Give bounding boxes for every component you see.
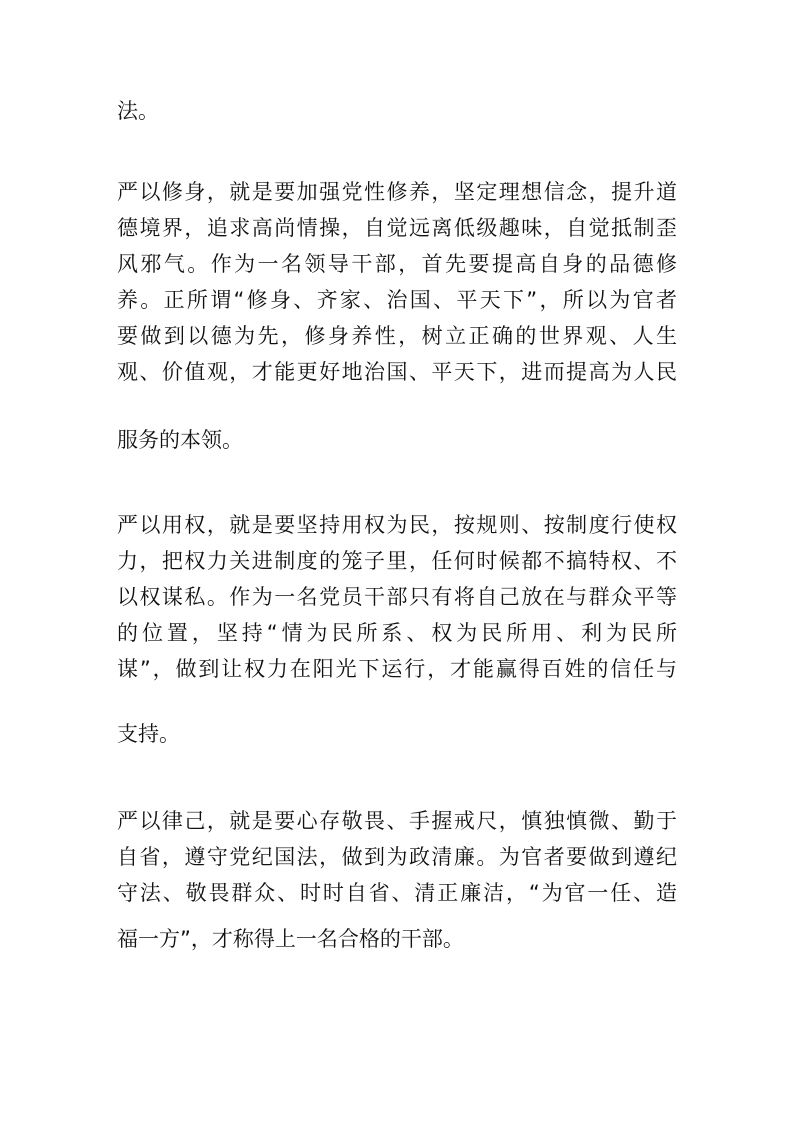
paragraph-line: 谋”，做到让权力在阳光下运行，才能赢得百姓的信任与 xyxy=(117,657,677,681)
paragraph-line: 风邪气。作为一名领导干部，首先要提高自身的品德修 xyxy=(117,252,677,276)
paragraph-line: 严以修身，就是要加强党性修养，坚定理想信念，提升道 xyxy=(117,180,677,204)
paragraph-line: 法。 xyxy=(117,99,159,123)
paragraph-line: 守法、敬畏群众、时时自省、清正廉洁，“为官一任、造 xyxy=(117,881,677,905)
paragraph-line: 自省，遵守党纪国法，做到为政清廉。为官者要做到遵纪 xyxy=(117,845,677,869)
paragraph-line: 的位置，坚持“情为民所系、权为民所用、利为民所 xyxy=(117,621,677,645)
paragraph-line: 支持。 xyxy=(117,722,180,746)
paragraph-line: 养。正所谓“修身、齐家、治国、平天下”，所以为官者 xyxy=(117,288,677,312)
paragraph-line: 服务的本领。 xyxy=(117,428,243,452)
paragraph-line: 德境界，追求高尚情操，自觉远离低级趣味，自觉抵制歪 xyxy=(117,216,677,240)
paragraph-line: 力，把权力关进制度的笼子里，任何时候都不搞特权、不 xyxy=(117,549,677,573)
paragraph-line: 以权谋私。作为一名党员干部只有将自己放在与群众平等 xyxy=(117,585,677,609)
paragraph-line: 严以律己，就是要心存敬畏、手握戒尺，慎独慎微、勤于 xyxy=(117,809,677,833)
paragraph-line: 严以用权，就是要坚持用权为民，按规则、按制度行使权 xyxy=(117,513,677,537)
paragraph-line: 福一方”，才称得上一名合格的干部。 xyxy=(117,927,464,951)
paragraph-line: 要做到以德为先，修身养性，树立正确的世界观、人生 xyxy=(117,324,677,348)
paragraph-line: 观、价值观，才能更好地治国、平天下，进而提高为人民 xyxy=(117,360,677,384)
